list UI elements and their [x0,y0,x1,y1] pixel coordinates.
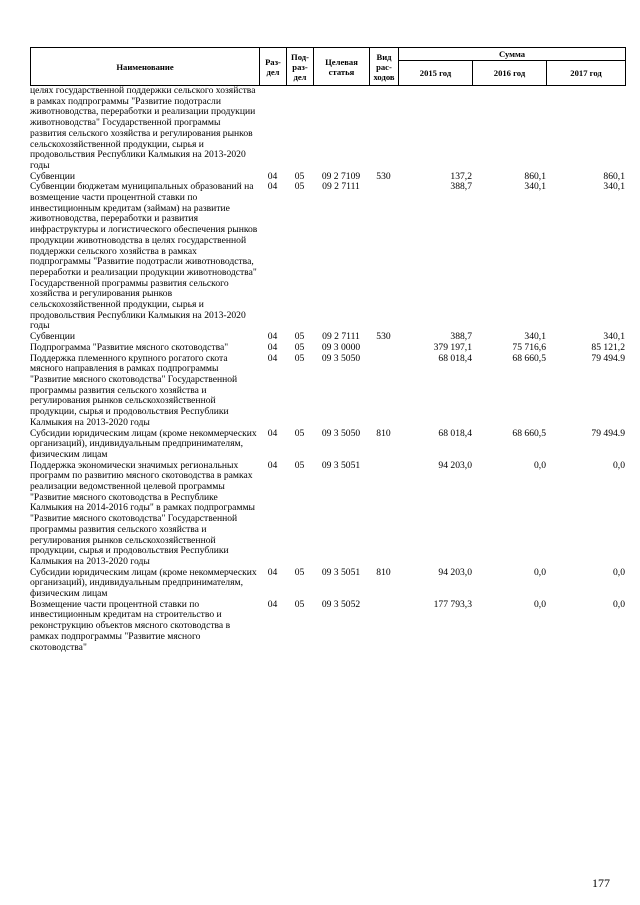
row-kind: 810 [376,566,391,578]
row-kind [369,343,398,354]
row-2017: 340,1 [603,331,625,343]
row-2015: 94 203,0 [438,459,472,471]
row-podrazdel: 05 [294,331,305,343]
row-2015 [398,86,472,172]
row-2015: 379 197,1 [433,341,472,353]
row-kind [369,461,398,568]
header-kind: Вид рас- ходов [370,48,399,86]
header-name: Наименование [31,48,260,86]
header-target: Целевая статья [314,48,370,86]
row-2017: 0,0 [613,598,625,610]
row-podrazdel: 05 [294,181,305,193]
row-2016: 68 660,5 [512,427,546,439]
row-razdel: 04 [267,352,278,364]
row-razdel: 04 [267,170,278,182]
table-row [30,343,625,354]
row-target: 09 3 5051 [321,566,361,578]
row-2016: 0,0 [534,566,546,578]
row-kind: 810 [376,427,391,439]
header-year-2017: 2017 год [547,61,626,86]
row-target: 09 2 7111 [322,181,360,193]
row-target: 09 2 7111 [322,331,360,343]
row-target: 09 2 7109 [321,170,361,182]
row-name: Субсидии юридическим лицам (кроме некоммерческих организаций), индивидуальным предпринимателям, физическим лицам [30,566,257,600]
row-podrazdel: 05 [294,341,305,353]
row-2015: 94 203,0 [438,566,472,578]
table-row [30,429,625,461]
table-row [30,86,625,172]
row-2015: 68 018,4 [438,352,472,364]
row-2017: 79 494.9 [591,427,625,439]
row-razdel: 04 [267,566,278,578]
row-2017: 0,0 [613,459,625,471]
table-row [30,461,625,568]
row-razdel: 04 [267,341,278,353]
row-name: Субсидии юридическим лицам (кроме некоммерческих организаций), индивидуальным предпринимателям, физическим лицам [30,427,257,460]
row-kind: 530 [376,170,391,182]
row-podrazdel: 05 [294,427,305,439]
row-target [313,86,369,172]
row-name: Субвенции бюджетам муниципальных образований на возмещение части процентной ставки по инвестиционным кредитам (займам) на развитие животноводства, переработки и развития инфраструктуры и логистического обеспечения рынков продукции животноводства в целях государственной поддержки сельского хозяйства в рамках подпрограммы "Развитие подотрасли животноводства, переработки и реализации продукции животноводства" Государственной программы развития сельского хозяйства и регулирования рынков сельскохозяйственной продукции, сырья и продовольствия Республики Калмыкия на 2013-2020 годы [30,181,258,332]
header-sum: Сумма [399,48,626,61]
row-2016: 340,1 [524,181,546,193]
row-podrazdel: 05 [294,352,305,364]
table-row [30,182,625,332]
row-2016: 0,0 [534,598,546,610]
row-2017: 0,0 [613,566,625,578]
page-number: 177 [592,876,610,890]
header-year-2015: 2015 год [399,61,473,86]
row-2017: 860,1 [603,170,625,182]
row-2015: 137,2 [450,170,472,182]
row-name: Поддержка экономически значимых региональных программ по развитию мясного скотоводства в рамках реализации ведомственной целевой программы "Развитие мясного скотоводства в Республике Калмыкия на 2014-2016 годы" в рамках подпрограммы "Развитие мясного скотоводства" Государственной программы развития сельского хозяйства и регулирования рынков сельскохозяйственной продукции, сырья и продовольствия Республики Калмыкия на 2013-2020 годы [30,459,256,567]
row-razdel [259,86,286,172]
row-target: 09 3 0000 [321,341,361,353]
header-podrazdel: Под- раз- дел [287,48,314,86]
row-2016: 68 660,5 [512,352,546,364]
row-2015: 388,7 [450,181,472,193]
row-razdel: 04 [267,331,278,343]
row-name: Возмещение части процентной ставки по инвестиционным кредитам на строительство и реконструкцию объектов мясного скотоводства в рамках подпрограммы "Развитие мясного скотоводства" [30,598,231,653]
row-2016: 75 716,6 [512,341,546,353]
table-header [30,47,626,86]
table-row [30,600,625,654]
row-kind [369,86,398,172]
row-name: Подпрограмма "Развитие мясного скотоводства" [30,341,229,353]
row-target: 09 3 5050 [321,427,361,439]
row-kind: 530 [376,331,391,343]
row-name: Субвенции [30,170,75,182]
row-name: Субвенции [30,331,75,343]
row-target: 09 3 5052 [321,598,361,610]
row-name: целях государственной поддержки сельского хозяйства в рамках подпрограммы "Развитие подотрасли животноводства, переработки и реализации продукции животноводства" Государственной программы развития сельского хозяйства и регулирования рынков сельскохозяйственной продукции, сырья и продовольствия Республики Калмыкия на 2013-2020 годы [30,85,256,171]
row-podrazdel: 05 [294,566,305,578]
row-name: Поддержка племенного крупного рогатого скота мясного направления в рамках подпрограммы "Развитие мясного скотоводства" Государственной программы развития сельского хозяйства и регулирования рынков сельскохозяйственной продукции, сырья и продовольствия Республики Калмыкия на 2013-2020 годы [30,352,238,428]
row-2017: 340,1 [603,181,625,193]
row-kind [369,182,398,332]
row-2016: 860,1 [524,170,546,182]
table-row [30,568,625,600]
row-2017 [546,86,625,172]
row-podrazdel: 05 [294,598,305,610]
row-2017: 85 121,2 [591,341,625,353]
row-2016: 0,0 [534,459,546,471]
row-razdel: 04 [267,598,278,610]
table-row [30,354,625,429]
row-kind [369,600,398,654]
row-target: 09 3 5050 [321,352,361,364]
row-2016 [472,86,546,172]
row-2015: 388,7 [450,331,472,343]
row-2017: 79 494.9 [591,352,625,364]
row-podrazdel [286,86,313,172]
row-razdel: 04 [267,181,278,193]
row-2015: 177 793,3 [433,598,472,610]
row-2016: 340,1 [524,331,546,343]
budget-table [30,86,625,653]
row-target: 09 3 5051 [321,459,361,471]
header-razdel: Раз- дел [260,48,287,86]
header-year-2016: 2016 год [473,61,547,86]
row-2015: 68 018,4 [438,427,472,439]
row-podrazdel: 05 [294,459,305,471]
row-razdel: 04 [267,427,278,439]
row-razdel: 04 [267,459,278,471]
row-podrazdel: 05 [294,170,305,182]
row-kind [369,354,398,429]
